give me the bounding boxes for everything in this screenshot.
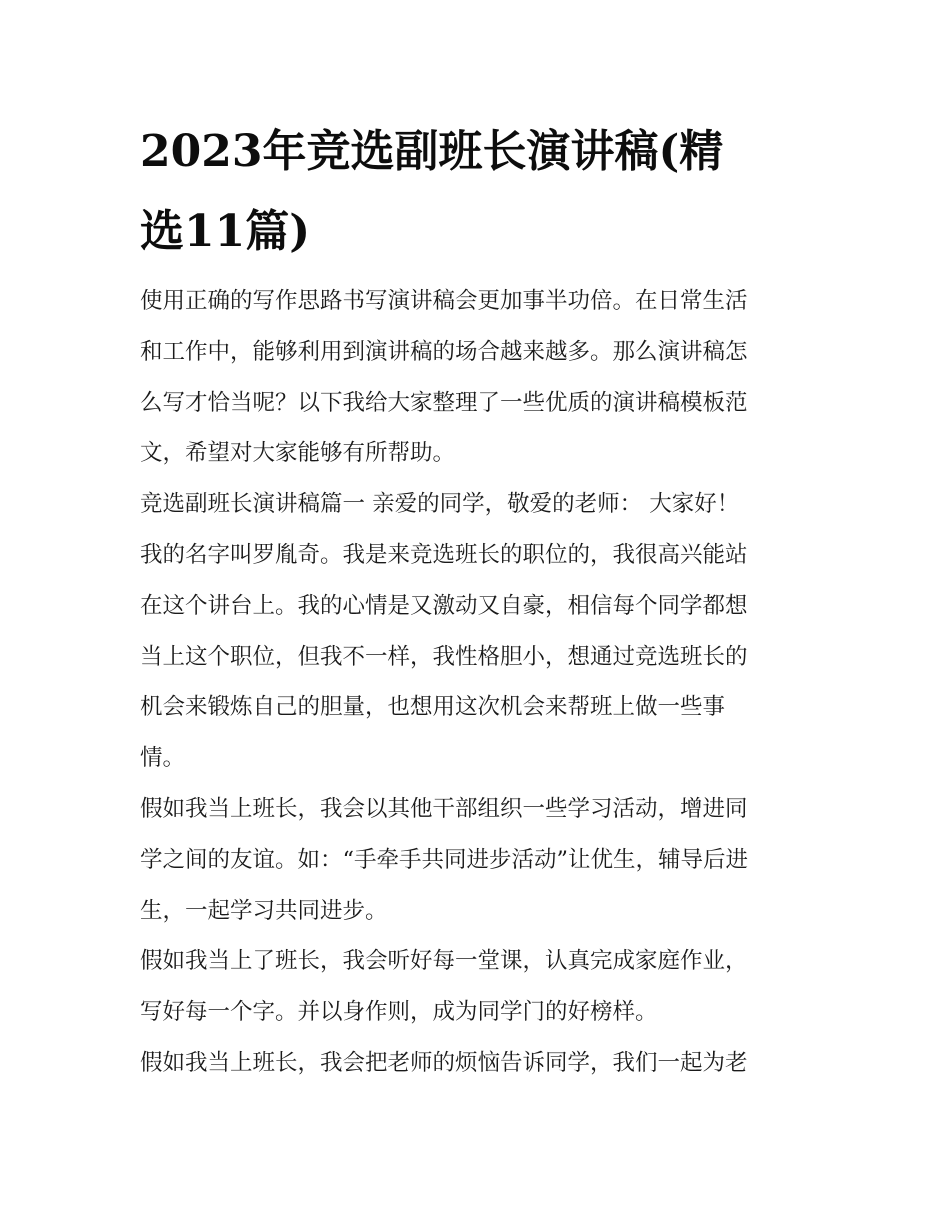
- body-line: 假如我当上班长，我会以其他干部组织一些学习活动，增进同: [140, 795, 748, 822]
- body-line: 学之间的友谊。如：“手牵手共同进步活动”让优生，辅导后进: [140, 846, 749, 873]
- body-line: 情。: [140, 745, 186, 772]
- body-line: 当上这个职位，但我不一样，我性格胆小，想通过竞选班长的: [140, 643, 748, 670]
- body-line: 写好每一个字。并以身作则，成为同学门的好榜样。: [140, 999, 658, 1026]
- body-line: 在这个讲台上。我的心情是又激动又自豪，相信每个同学都想: [140, 592, 748, 619]
- body-line: 和工作中，能够利用到演讲稿的场合越来越多。那么演讲稿怎: [140, 338, 748, 365]
- body-line: 假如我当上班长，我会把老师的烦恼告诉同学，我们一起为老: [140, 1049, 748, 1076]
- body-line: 假如我当上了班长，我会听好每一堂课，认真完成家庭作业，: [140, 948, 748, 975]
- title-line-1: 2023年竞选副班长演讲稿(精: [140, 126, 724, 177]
- body-line: 竞选副班长演讲稿篇一 亲爱的同学，敬爱的老师： 大家好！: [140, 491, 740, 518]
- document-title: [140, 112, 820, 272]
- body-line: 么写才恰当呢？以下我给大家整理了一些优质的演讲稿模板范: [140, 389, 748, 416]
- title-line-2: 选11篇): [140, 206, 311, 257]
- body-line: 我的名字叫罗胤奇。我是来竞选班长的职位的，我很高兴能站: [140, 541, 748, 568]
- body-line: 生，一起学习共同进步。: [140, 897, 388, 924]
- body-line: 机会来锻炼自己的胆量，也想用这次机会来帮班上做一些事: [140, 694, 726, 721]
- body-line: 使用正确的写作思路书写演讲稿会更加事半功倍。在日常生活: [140, 288, 748, 314]
- document-body: [140, 276, 830, 1089]
- body-line: 文，希望对大家能够有所帮助。: [140, 440, 456, 467]
